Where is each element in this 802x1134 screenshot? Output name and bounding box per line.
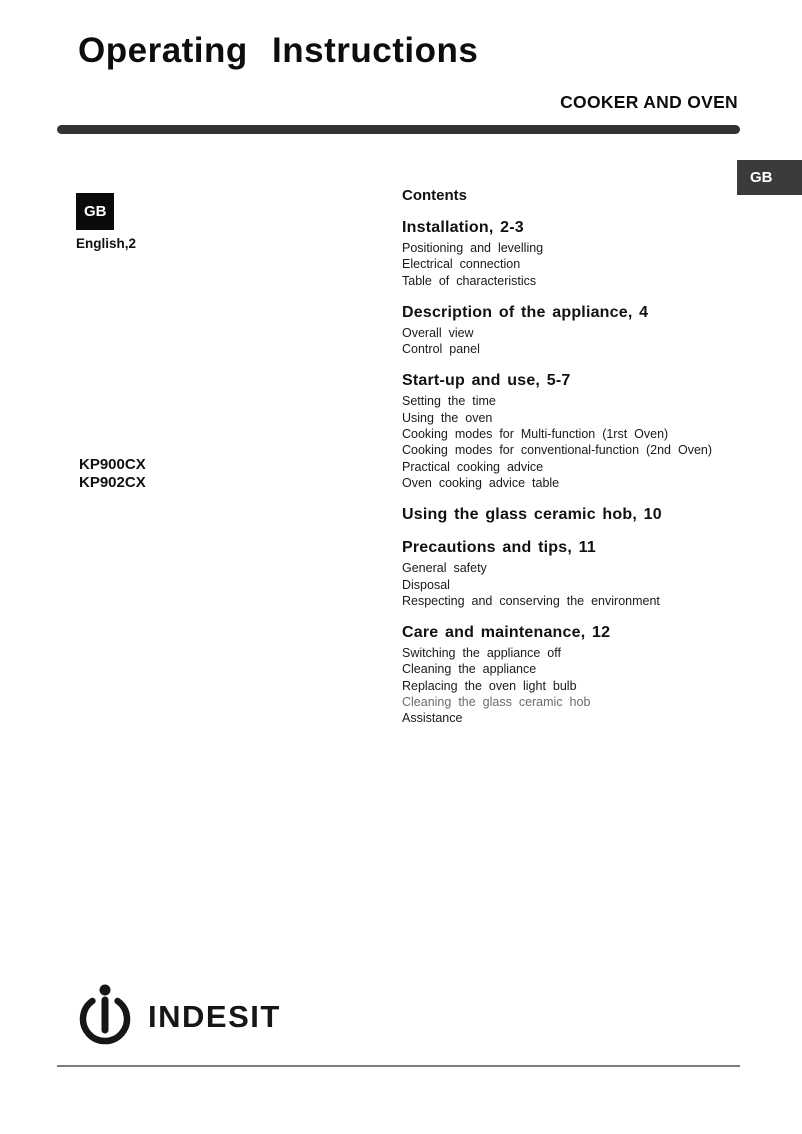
toc-section-precautions bbox=[402, 539, 752, 609]
toc-item: Assistance bbox=[402, 711, 463, 726]
toc-item: Electrical connection bbox=[402, 257, 521, 272]
toc-item: Oven cooking advice table bbox=[402, 475, 560, 490]
language-page-label: English,2 bbox=[76, 236, 137, 251]
footer-divider-line bbox=[57, 1065, 740, 1067]
language-flag-box bbox=[76, 193, 114, 230]
toc-section-title: Using the glass ceramic hob, 10 bbox=[402, 506, 662, 524]
toc-item: Overall view bbox=[402, 325, 474, 340]
toc-item: Control panel bbox=[402, 342, 480, 357]
toc-item: Cooking modes for conventional-function (2nd Oven) bbox=[402, 443, 713, 458]
header-divider-bar bbox=[57, 125, 740, 134]
toc-section-title: Installation, 2-3 bbox=[402, 219, 524, 236]
language-flag-box-label: GB bbox=[84, 203, 107, 220]
toc-section-description bbox=[402, 304, 752, 358]
toc-item: Cooking modes for Multi-function (1rst Oven) bbox=[402, 427, 669, 442]
toc-item: Respecting and conserving the environment bbox=[402, 593, 660, 608]
toc-section-title: Description of the appliance, 4 bbox=[402, 303, 649, 321]
toc-section-title: Start-up and use, 5-7 bbox=[402, 372, 571, 390]
brand-wordmark: INDESIT bbox=[148, 999, 281, 1034]
toc-section-title: Care and maintenance, 12 bbox=[402, 624, 611, 642]
language-corner-tab-label: GB bbox=[750, 169, 773, 186]
toc-section-title: Precautions and tips, 11 bbox=[402, 539, 596, 557]
toc-section-installation bbox=[402, 219, 752, 289]
toc-item: Positioning and levelling bbox=[402, 241, 544, 255]
brand-logo bbox=[73, 983, 281, 1045]
toc-section-hob bbox=[402, 506, 752, 524]
toc-item: Table of characteristics bbox=[402, 273, 537, 288]
page-title: Operating Instructions bbox=[78, 31, 479, 70]
toc-section-startup bbox=[402, 372, 752, 491]
contents-heading: Contents bbox=[402, 187, 467, 204]
model-number: KP902CX bbox=[79, 473, 146, 491]
toc-item: Practical cooking advice bbox=[402, 459, 544, 474]
table-of-contents bbox=[402, 188, 752, 727]
page-subtitle: COOKER AND OVEN bbox=[560, 92, 738, 112]
model-number: KP900CX bbox=[79, 456, 146, 473]
toc-item: Cleaning the glass ceramic hob bbox=[402, 695, 591, 710]
indesit-ring-i-icon bbox=[73, 983, 139, 1045]
toc-item: Switching the appliance off bbox=[402, 646, 561, 661]
toc-item: Using the oven bbox=[402, 410, 493, 425]
toc-item: Cleaning the appliance bbox=[402, 662, 537, 677]
toc-item: General safety bbox=[402, 561, 487, 576]
model-list bbox=[79, 456, 146, 491]
toc-item: Disposal bbox=[402, 577, 450, 592]
toc-item: Replacing the oven light bulb bbox=[402, 678, 577, 693]
toc-item: Setting the time bbox=[402, 394, 496, 409]
toc-section-care bbox=[402, 624, 752, 726]
